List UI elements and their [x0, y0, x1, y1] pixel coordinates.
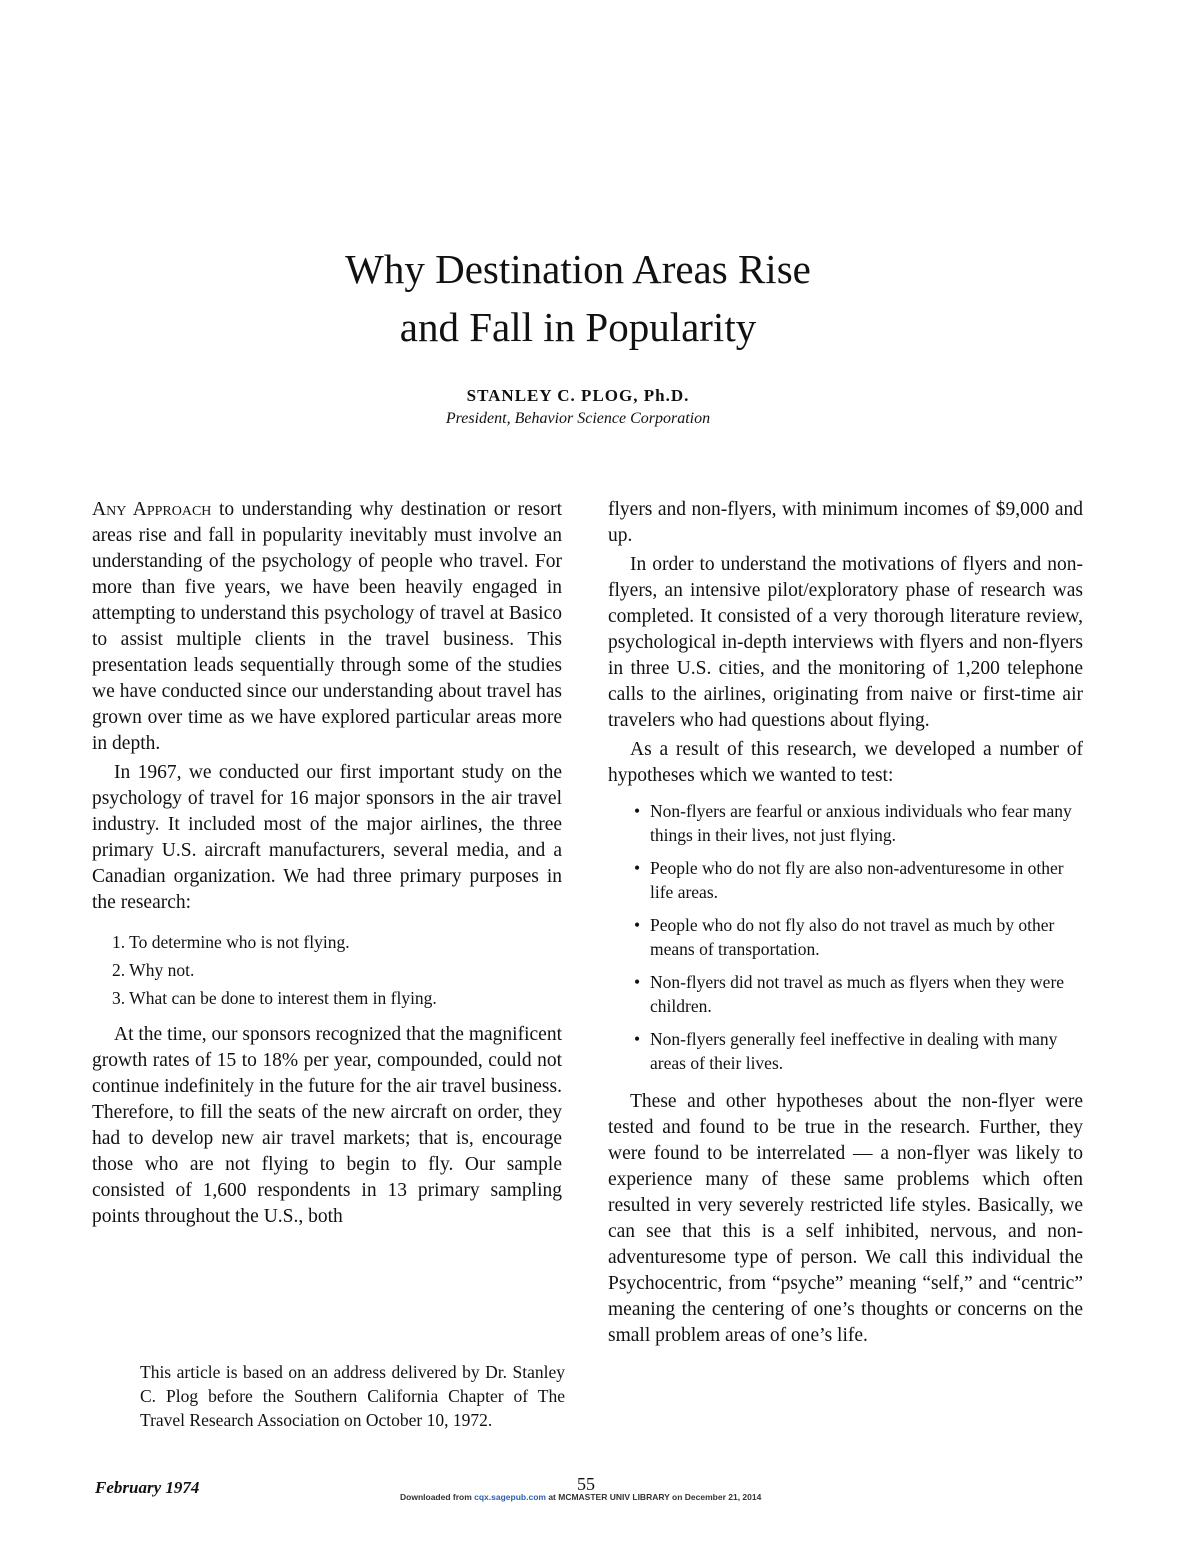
article-title	[0, 240, 1156, 356]
hypothesis-item: • People who do not fly also do not travel as much by other means of transportation.	[632, 913, 1083, 961]
right-column	[608, 497, 1083, 1349]
hypothesis-item: • Non-flyers are fearful or anxious individuals who fear many things in their lives, not just flying.	[632, 799, 1083, 847]
hypothesis-item: • People who do not fly are also non-adventuresome in other life areas.	[632, 856, 1083, 904]
purpose-item: 3. What can be done to interest them in flying.	[112, 988, 437, 1008]
author-name: STANLEY C. PLOG, Ph.D.	[466, 386, 690, 405]
hypothesis-item: • Non-flyers generally feel ineffective in dealing with many areas of their lives.	[632, 1027, 1083, 1075]
purposes-list	[112, 928, 562, 1012]
title-line-2: and Fall in Popularity	[399, 304, 757, 350]
right-paragraph-4: These and other hypotheses about the non-flyer were tested and found to be true in the research. Further, they were found to be interrelated — a non-flyer was likely to experience many of these same problems which often resulted in very severely restricted life styles. Basically, we can see that this is a self inhibited, nervous, and non-adventuresome type of person. We call this individual the Psychocentric, from “psyche” meaning “self,” and “centric” meaning the centering of one’s thoughts or concerns on the small problem areas of one’s life.	[608, 1091, 1083, 1346]
purpose-item: 1. To determine who is not flying.	[112, 932, 350, 952]
purpose-item: 2. Why not.	[112, 960, 195, 980]
page-number: 55	[577, 1474, 595, 1494]
download-suffix: at MCMASTER UNIV LIBRARY on December 21, 2014	[545, 1492, 762, 1502]
left-paragraph-1	[92, 497, 562, 757]
hypothesis-item: • Non-flyers did not travel as much as flyers when they were children.	[632, 970, 1083, 1018]
download-prefix: Downloaded from	[400, 1492, 475, 1502]
left-paragraph-2: In 1967, we conducted our first important study on the psychology of travel for 16 major sponsors in the air travel industry. It included most of the major airlines, the three primary U.S. aircraft manufacturers, several media, and a Canadian organization. We had three primary purposes in the research:	[92, 762, 562, 913]
left-paragraph-1-text: to understanding why destination or resort areas rise and fall in popularity inevitably must involve an understanding of the psychology of people who travel. For more than five years, we have been heavily engaged in attempting to understand this psychology of travel at Basico to assist multiple clients in the travel business. This presentation leads sequentially through some of the studies we have conducted since our understanding about travel has grown over time as we have explored particular areas more in depth.	[92, 499, 562, 754]
footnote: This article is based on an address delivered by Dr. Stanley C. Plog before the Southern California Chapter of The Travel Research Association on October 10, 1972.	[140, 1362, 565, 1430]
right-paragraph-3: As a result of this research, we developed a number of hypotheses which we wanted to test:	[608, 739, 1083, 786]
title-line-1: Why Destination Areas Rise	[345, 246, 811, 292]
title-block	[0, 240, 1156, 428]
lead-in-small-caps: Any Approach	[92, 499, 212, 520]
hypotheses-list	[632, 799, 1083, 1075]
left-paragraph-3: At the time, our sponsors recognized that the magnificent growth rates of 15 to 18% per year, compounded, could not continue indefinitely in the future for the air travel business. Therefore, to fill the seats of the new aircraft on order, they had to develop new air travel markets; that is, encourage those who are not flying to begin to fly. Our sample consisted of 1,600 respondents in 13 primary sampling points throughout the U.S., both	[92, 1024, 562, 1227]
right-paragraph-2: In order to understand the motivations of flyers and non-flyers, an intensive pilot/exploratory phase of research was completed. It consisted of a very thorough literature review, psychological in-depth interviews with flyers and non-flyers in three U.S. cities, and the monitoring of 1,200 telephone calls to the airlines, originating from naive or first-time air travelers who had questions about flying.	[608, 554, 1083, 731]
footer-date: February 1974	[95, 1478, 200, 1497]
download-link[interactable]: cqx.sagepub.com	[474, 1492, 546, 1502]
left-column	[92, 497, 562, 1230]
download-notice	[400, 1492, 761, 1502]
right-paragraph-1: flyers and non-flyers, with minimum incomes of $9,000 and up.	[608, 499, 1083, 546]
author-affiliation: President, Behavior Science Corporation	[445, 410, 711, 427]
